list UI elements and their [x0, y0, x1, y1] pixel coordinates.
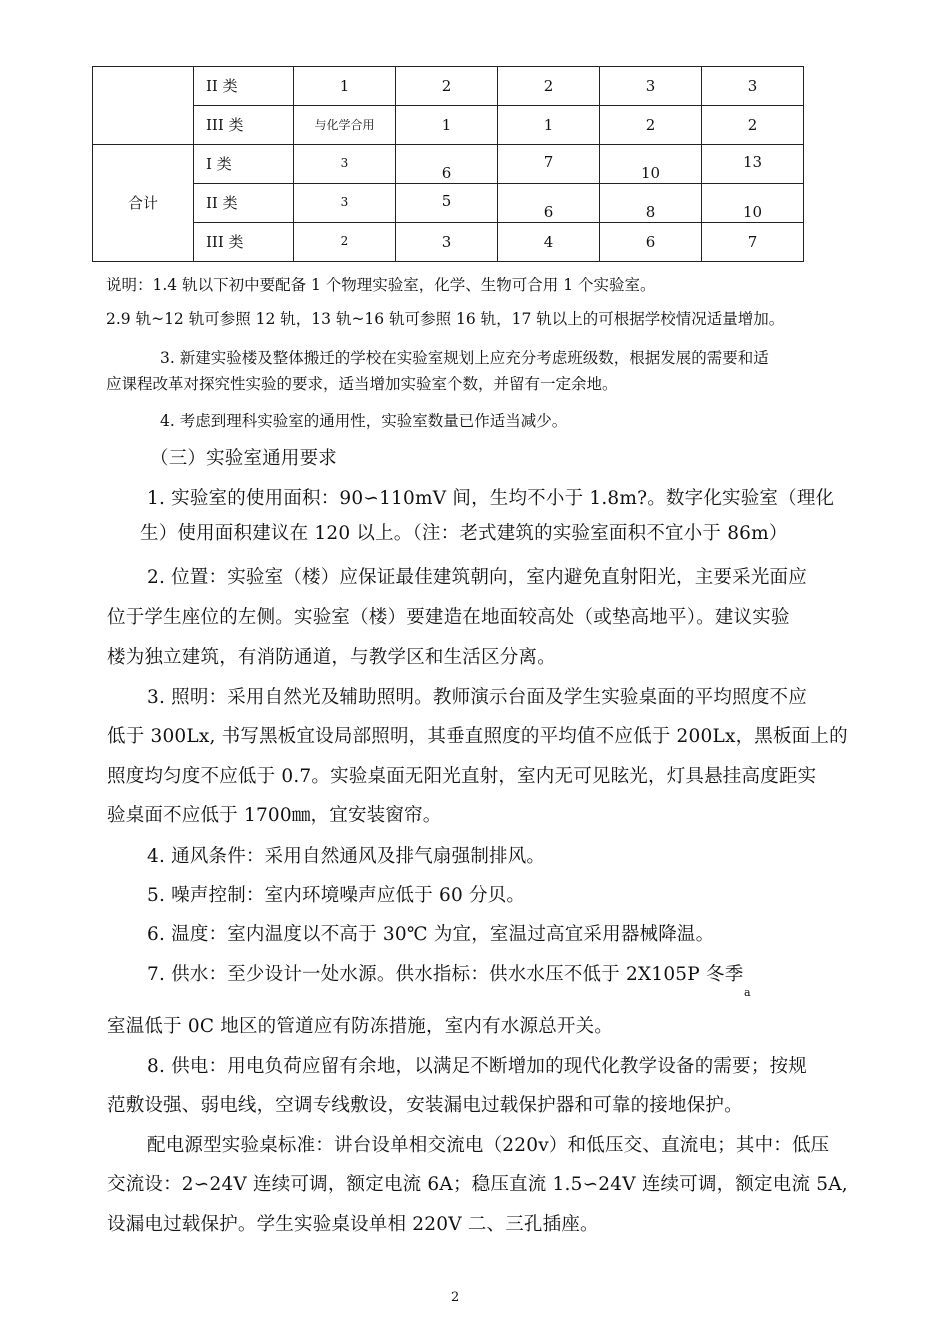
- paragraph-4: 4. 通风条件：采用自然通风及排气扇强制排风。: [147, 846, 546, 867]
- value-cell: 6: [396, 145, 498, 184]
- note-1: 说明：1.4 轨以下初中要配备 1 个物理实验室，化学、生物可合用 1 个实验室。: [106, 276, 656, 294]
- value-cell: 6: [498, 184, 600, 223]
- note-2: 2.9 轨~12 轨可参照 12 轨，13 轨~16 轨可参照 16 轨，17 轨以上的可根据学校情况适量增加。: [106, 310, 785, 328]
- category-cell: III 类: [194, 106, 294, 145]
- value-cell: 3: [396, 223, 498, 262]
- value-cell: 13: [702, 145, 804, 184]
- paragraph-2-line-2: 位于学生座位的左侧。实验室（楼）要建造在地面较高处（或垫高地平）。建议实验: [107, 607, 790, 628]
- value-cell: 2: [498, 67, 600, 106]
- paragraph-1-line-2: 生）使用面积建议在 120 以上。（注：老式建筑的实验室面积不宜小于 86m）: [140, 523, 788, 544]
- paragraph-8-line-2: 范敷设强、弱电线，空调专线敷设，安装漏电过载保护器和可靠的接地保护。: [107, 1095, 743, 1116]
- category-cell: III 类: [194, 223, 294, 262]
- value-cell: 3: [294, 184, 396, 223]
- value-cell: 8: [600, 184, 702, 223]
- table-row: [93, 106, 804, 145]
- table-row: [93, 67, 804, 106]
- paragraph-1-line-1: 1. 实验室的使用面积：90∽110mV 间，生均不小于 1.8m?。数字化实验室（理化: [147, 488, 835, 509]
- value-cell: 10: [600, 145, 702, 184]
- value-cell: 1: [396, 106, 498, 145]
- paragraph-5: 5. 噪声控制：室内环境噪声应低于 60 分贝。: [147, 885, 526, 906]
- table-row: [93, 184, 804, 223]
- value-cell: 6: [600, 223, 702, 262]
- paragraph-9-line-2: 交流设：2∽24V 连续可调，额定电流 6A；稳压直流 1.5∽24V 连续可调，额定电流 5A,: [107, 1174, 848, 1195]
- paragraph-3-line-3: 照度均匀度不应低于 0.7。实验桌面无阳光直射，室内无可见眩光，灯具悬挂高度距实: [107, 766, 817, 787]
- section-heading: （三）实验室通用要求: [150, 448, 338, 469]
- value-cell: 10: [702, 184, 804, 223]
- value-cell: 与化学合用: [294, 106, 396, 145]
- paragraph-7-subscript: a: [744, 986, 751, 999]
- note-3-line-2: 应课程改革对探究性实验的要求，适当增加实验室个数，并留有一定余地。: [106, 375, 618, 393]
- lab-count-table: [92, 66, 804, 262]
- page-number: 2: [451, 1290, 460, 1305]
- paragraph-9-line-1: 配电源型实验桌标准：讲台设单相交流电（220v）和低压交、直流电；其中：低压: [147, 1135, 830, 1156]
- paragraph-9-line-3: 设漏电过载保护。学生实验桌设单相 220V 二、三孔插座。: [107, 1214, 599, 1235]
- group-cell-total: 合计: [93, 145, 194, 262]
- table-row: [93, 145, 804, 184]
- value-cell: 3: [600, 67, 702, 106]
- value-cell: 2: [702, 106, 804, 145]
- paragraph-6: 6. 温度：室内温度以不高于 30℃ 为宜，室温过高宜采用器械降温。: [147, 924, 715, 945]
- paragraph-3-line-4: 验桌面不应低于 1700㎜，宜安装窗帘。: [107, 805, 442, 826]
- paragraph-2-line-3: 楼为独立建筑，有消防通道，与教学区和生活区分离。: [107, 647, 556, 668]
- table-row: [93, 223, 804, 262]
- note-4: 4. 考虑到理科实验室的通用性，实验室数量已作适当减少。: [160, 412, 568, 430]
- value-cell: 2: [294, 223, 396, 262]
- value-cell: 1: [294, 67, 396, 106]
- value-cell: 4: [498, 223, 600, 262]
- category-cell: I 类: [194, 145, 294, 184]
- value-cell: 3: [294, 145, 396, 184]
- paragraph-2-line-1: 2. 位置：实验室（楼）应保证最佳建筑朝向，室内避免直射阳光，主要采光面应: [147, 567, 807, 588]
- note-3-line-1: 3. 新建实验楼及整体搬迁的学校在实验室规划上应充分考虑班级数，根据发展的需要和适: [160, 349, 769, 367]
- category-cell: II 类: [194, 67, 294, 106]
- value-cell: 5: [396, 184, 498, 223]
- paragraph-7-line-1: 7. 供水：至少设计一处水源。供水指标：供水水压不低于 2X105P 冬季: [147, 964, 744, 985]
- value-cell: 2: [600, 106, 702, 145]
- paragraph-3-line-1: 3. 照明：采用自然光及辅助照明。教师演示台面及学生实验桌面的平均照度不应: [147, 687, 807, 708]
- value-cell: 7: [702, 223, 804, 262]
- value-cell: 1: [498, 106, 600, 145]
- group-cell: [93, 67, 194, 145]
- paragraph-3-line-2: 低于 300Lx, 书写黑板宜设局部照明，其垂直照度的平均值不应低于 200Lx，黑板面上的: [107, 726, 848, 747]
- value-cell: 2: [396, 67, 498, 106]
- paragraph-7-line-2: 室温低于 0C 地区的管道应有防冻措施，室内有水源总开关。: [107, 1016, 613, 1037]
- value-cell: 3: [702, 67, 804, 106]
- paragraph-8-line-1: 8. 供电：用电负荷应留有余地，以满足不断增加的现代化教学设备的需要；按规: [147, 1056, 807, 1077]
- value-cell: 7: [498, 145, 600, 184]
- category-cell: II 类: [194, 184, 294, 223]
